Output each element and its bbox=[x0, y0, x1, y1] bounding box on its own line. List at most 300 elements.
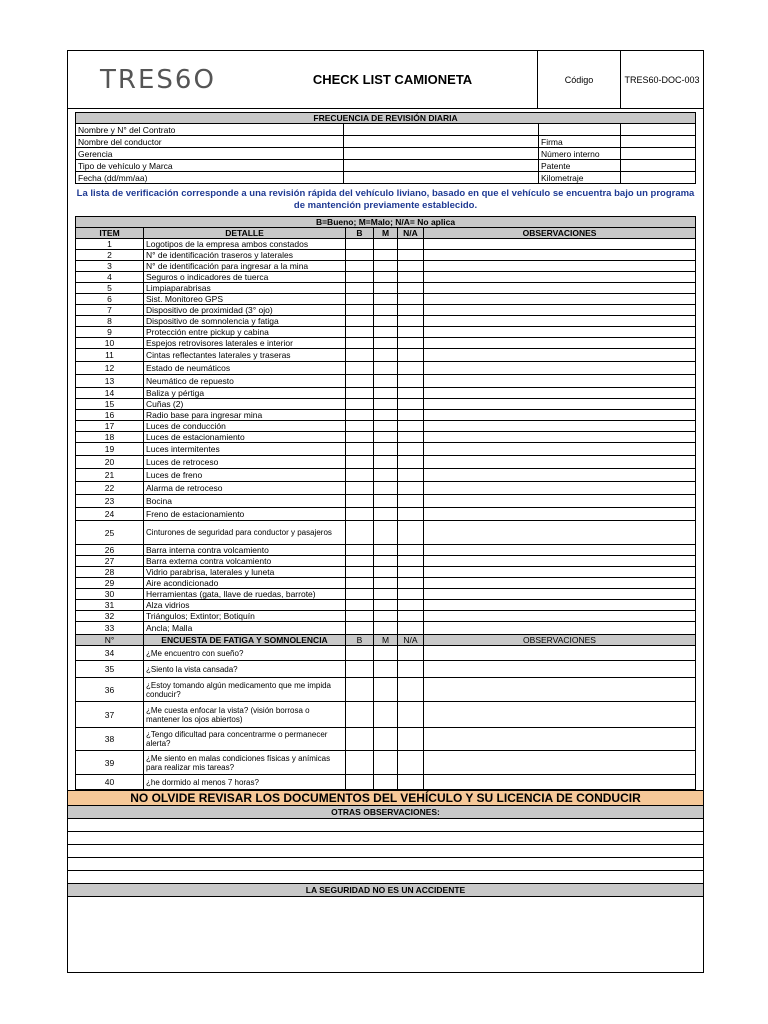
check-b[interactable] bbox=[346, 316, 374, 327]
observation-field[interactable] bbox=[424, 443, 696, 456]
check-b[interactable] bbox=[346, 443, 374, 456]
check-m[interactable] bbox=[374, 294, 398, 305]
check-b[interactable] bbox=[346, 283, 374, 294]
check-m[interactable] bbox=[374, 272, 398, 283]
checklist-row bbox=[76, 316, 696, 327]
check-m[interactable] bbox=[374, 432, 398, 443]
item-number: 4 bbox=[76, 272, 144, 283]
observation-field[interactable] bbox=[424, 250, 696, 261]
info-label: Nombre del conductor bbox=[76, 136, 344, 148]
item-detail: Logotipos de la empresa ambos constados bbox=[144, 239, 346, 250]
info-right-label bbox=[539, 124, 621, 136]
check-m[interactable] bbox=[374, 316, 398, 327]
item-detail: Espejos retrovisores laterales e interior bbox=[144, 338, 346, 349]
check-na[interactable] bbox=[398, 521, 424, 545]
item-number: 17 bbox=[76, 421, 144, 432]
observation-field[interactable] bbox=[424, 508, 696, 521]
item-number: 27 bbox=[76, 556, 144, 567]
check-m[interactable] bbox=[374, 482, 398, 495]
check-b[interactable] bbox=[346, 775, 374, 790]
info-value-field[interactable] bbox=[344, 160, 539, 172]
check-b[interactable] bbox=[346, 482, 374, 495]
observation-field[interactable] bbox=[424, 567, 696, 578]
info-label: Fecha (dd/mm/aa) bbox=[76, 172, 344, 184]
check-na[interactable] bbox=[398, 589, 424, 600]
check-m[interactable] bbox=[374, 728, 398, 751]
checklist-row bbox=[76, 305, 696, 316]
survey-number: 37 bbox=[76, 702, 144, 728]
survey-col-n: N° bbox=[76, 635, 144, 646]
checklist-row bbox=[76, 578, 696, 589]
check-m[interactable] bbox=[374, 702, 398, 728]
item-detail: Luces de estacionamiento bbox=[144, 432, 346, 443]
item-detail: Baliza y pértiga bbox=[144, 388, 346, 399]
observation-field[interactable] bbox=[424, 261, 696, 272]
item-detail: Luces de conducción bbox=[144, 421, 346, 432]
check-b[interactable] bbox=[346, 622, 374, 635]
check-m[interactable] bbox=[374, 600, 398, 611]
item-number: 12 bbox=[76, 362, 144, 375]
info-right-field[interactable] bbox=[621, 136, 696, 148]
check-m[interactable] bbox=[374, 305, 398, 316]
check-b[interactable] bbox=[346, 456, 374, 469]
verification-note: La lista de verificación corresponde a una revisión rápida del vehículo liviano, basado en que el vehículo se encuentra bajo un programa de mantención previamente establecido. bbox=[76, 188, 695, 211]
observation-field[interactable] bbox=[424, 661, 696, 678]
check-m[interactable] bbox=[374, 775, 398, 790]
survey-number: 40 bbox=[76, 775, 144, 790]
check-na[interactable] bbox=[398, 410, 424, 421]
check-na[interactable] bbox=[398, 283, 424, 294]
observation-field[interactable] bbox=[424, 305, 696, 316]
observation-field[interactable] bbox=[424, 239, 696, 250]
check-b[interactable] bbox=[346, 556, 374, 567]
info-value-field[interactable] bbox=[344, 124, 539, 136]
info-right-label: Kilometraje bbox=[539, 172, 621, 184]
item-number: 2 bbox=[76, 250, 144, 261]
check-b[interactable] bbox=[346, 421, 374, 432]
code-label: Código bbox=[537, 51, 620, 108]
observation-field[interactable] bbox=[424, 283, 696, 294]
observation-field[interactable] bbox=[424, 482, 696, 495]
survey-number: 38 bbox=[76, 728, 144, 751]
item-detail: Bocina bbox=[144, 495, 346, 508]
item-number: 33 bbox=[76, 622, 144, 635]
checklist-row bbox=[76, 410, 696, 421]
observation-field[interactable] bbox=[424, 775, 696, 790]
observation-line[interactable] bbox=[68, 832, 703, 845]
check-na[interactable] bbox=[398, 567, 424, 578]
company-logo: TRES6O bbox=[100, 64, 216, 95]
check-na[interactable] bbox=[398, 578, 424, 589]
item-detail: Herramientas (gata, llave de ruedas, barrote) bbox=[144, 589, 346, 600]
info-value-field[interactable] bbox=[344, 148, 539, 160]
observation-field[interactable] bbox=[424, 622, 696, 635]
item-detail: Protección entre pickup y cabina bbox=[144, 327, 346, 338]
observation-field[interactable] bbox=[424, 294, 696, 305]
check-na[interactable] bbox=[398, 305, 424, 316]
check-b[interactable] bbox=[346, 495, 374, 508]
item-number: 26 bbox=[76, 545, 144, 556]
check-m[interactable] bbox=[374, 521, 398, 545]
survey-number: 34 bbox=[76, 646, 144, 661]
check-na[interactable] bbox=[398, 443, 424, 456]
survey-row bbox=[76, 702, 696, 728]
col-observations: OBSERVACIONES bbox=[424, 228, 696, 239]
check-b[interactable] bbox=[346, 261, 374, 272]
checklist-row bbox=[76, 521, 696, 545]
check-b[interactable] bbox=[346, 250, 374, 261]
legend-row: B=Bueno; M=Malo; N/A= No aplica bbox=[76, 217, 696, 228]
check-na[interactable] bbox=[398, 316, 424, 327]
observation-field[interactable] bbox=[424, 495, 696, 508]
item-detail: Alarma de retroceso bbox=[144, 482, 346, 495]
item-detail: N° de identificación para ingresar a la mina bbox=[144, 261, 346, 272]
survey-col-na: N/A bbox=[398, 635, 424, 646]
check-m[interactable] bbox=[374, 622, 398, 635]
observation-field[interactable] bbox=[424, 589, 696, 600]
check-b[interactable] bbox=[346, 338, 374, 349]
check-na[interactable] bbox=[398, 349, 424, 362]
check-na[interactable] bbox=[398, 338, 424, 349]
check-m[interactable] bbox=[374, 751, 398, 775]
check-b[interactable] bbox=[346, 611, 374, 622]
observation-field[interactable] bbox=[424, 678, 696, 702]
item-detail: Seguros o indicadores de tuerca bbox=[144, 272, 346, 283]
info-right-label: Número interno bbox=[539, 148, 621, 160]
check-m[interactable] bbox=[374, 239, 398, 250]
check-b[interactable] bbox=[346, 349, 374, 362]
check-m[interactable] bbox=[374, 399, 398, 410]
other-observations-header: OTRAS OBSERVACIONES: bbox=[68, 805, 703, 819]
survey-row bbox=[76, 728, 696, 751]
observation-field[interactable] bbox=[424, 611, 696, 622]
check-m[interactable] bbox=[374, 388, 398, 399]
observation-line[interactable] bbox=[68, 858, 703, 871]
item-detail: Dispositivo de somnolencia y fatiga bbox=[144, 316, 346, 327]
check-m[interactable] bbox=[374, 261, 398, 272]
item-detail: Radio base para ingresar mina bbox=[144, 410, 346, 421]
checklist-sheet bbox=[67, 50, 704, 973]
observation-field[interactable] bbox=[424, 388, 696, 399]
survey-question: ¿Estoy tomando algún medicamento que me impida conducir? bbox=[144, 678, 346, 702]
check-na[interactable] bbox=[398, 702, 424, 728]
check-na[interactable] bbox=[398, 482, 424, 495]
info-row bbox=[76, 148, 696, 160]
check-m[interactable] bbox=[374, 646, 398, 661]
check-b[interactable] bbox=[346, 410, 374, 421]
checklist-row bbox=[76, 589, 696, 600]
survey-number: 35 bbox=[76, 661, 144, 678]
observation-field[interactable] bbox=[424, 600, 696, 611]
survey-row bbox=[76, 751, 696, 775]
item-number: 19 bbox=[76, 443, 144, 456]
check-na[interactable] bbox=[398, 495, 424, 508]
survey-row bbox=[76, 775, 696, 790]
check-b[interactable] bbox=[346, 661, 374, 678]
check-m[interactable] bbox=[374, 410, 398, 421]
check-na[interactable] bbox=[398, 272, 424, 283]
item-detail: Aire acondicionado bbox=[144, 578, 346, 589]
item-detail: Luces de freno bbox=[144, 469, 346, 482]
info-right-field[interactable] bbox=[621, 160, 696, 172]
observation-field[interactable] bbox=[424, 410, 696, 421]
survey-row bbox=[76, 661, 696, 678]
observation-field[interactable] bbox=[424, 646, 696, 661]
checklist-row bbox=[76, 622, 696, 635]
survey-number: 39 bbox=[76, 751, 144, 775]
checklist-row bbox=[76, 283, 696, 294]
checklist-row bbox=[76, 482, 696, 495]
col-b: B bbox=[346, 228, 374, 239]
check-m[interactable] bbox=[374, 661, 398, 678]
observation-field[interactable] bbox=[424, 399, 696, 410]
checklist-row bbox=[76, 469, 696, 482]
checklist-row bbox=[76, 294, 696, 305]
check-b[interactable] bbox=[346, 678, 374, 702]
checklist-row bbox=[76, 272, 696, 283]
check-na[interactable] bbox=[398, 388, 424, 399]
observation-field[interactable] bbox=[424, 362, 696, 375]
check-na[interactable] bbox=[398, 261, 424, 272]
check-na[interactable] bbox=[398, 239, 424, 250]
check-m[interactable] bbox=[374, 611, 398, 622]
item-number: 9 bbox=[76, 327, 144, 338]
check-b[interactable] bbox=[346, 600, 374, 611]
item-number: 21 bbox=[76, 469, 144, 482]
check-b[interactable] bbox=[346, 589, 374, 600]
check-b[interactable] bbox=[346, 239, 374, 250]
item-detail: Barra interna contra volcamiento bbox=[144, 545, 346, 556]
item-number: 5 bbox=[76, 283, 144, 294]
item-number: 24 bbox=[76, 508, 144, 521]
observation-field[interactable] bbox=[424, 432, 696, 443]
document-title: CHECK LIST CAMIONETA bbox=[312, 72, 473, 87]
survey-question: ¿Me siento en malas condiciones físicas y anímicas para realizar mis tareas? bbox=[144, 751, 346, 775]
item-number: 30 bbox=[76, 589, 144, 600]
item-number: 14 bbox=[76, 388, 144, 399]
survey-col-m: M bbox=[374, 635, 398, 646]
check-b[interactable] bbox=[346, 567, 374, 578]
checklist-row bbox=[76, 362, 696, 375]
check-b[interactable] bbox=[346, 305, 374, 316]
check-m[interactable] bbox=[374, 589, 398, 600]
checklist-row bbox=[76, 456, 696, 469]
check-na[interactable] bbox=[398, 775, 424, 790]
check-b[interactable] bbox=[346, 327, 374, 338]
info-table bbox=[75, 112, 696, 184]
item-detail: N° de identificación traseros y laterales bbox=[144, 250, 346, 261]
observation-line[interactable] bbox=[68, 819, 703, 832]
check-na[interactable] bbox=[398, 751, 424, 775]
check-na[interactable] bbox=[398, 545, 424, 556]
check-na[interactable] bbox=[398, 646, 424, 661]
checklist-row bbox=[76, 388, 696, 399]
check-m[interactable] bbox=[374, 375, 398, 388]
observation-field[interactable] bbox=[424, 272, 696, 283]
checklist-row bbox=[76, 375, 696, 388]
check-m[interactable] bbox=[374, 495, 398, 508]
observation-line[interactable] bbox=[68, 871, 703, 884]
check-m[interactable] bbox=[374, 545, 398, 556]
check-na[interactable] bbox=[398, 362, 424, 375]
check-na[interactable] bbox=[398, 678, 424, 702]
check-b[interactable] bbox=[346, 469, 374, 482]
check-m[interactable] bbox=[374, 283, 398, 294]
checklist-row bbox=[76, 611, 696, 622]
survey-question: ¿Siento la vista cansada? bbox=[144, 661, 346, 678]
check-b[interactable] bbox=[346, 751, 374, 775]
check-b[interactable] bbox=[346, 294, 374, 305]
check-m[interactable] bbox=[374, 338, 398, 349]
info-right-field[interactable] bbox=[621, 124, 696, 136]
check-na[interactable] bbox=[398, 661, 424, 678]
observation-field[interactable] bbox=[424, 375, 696, 388]
check-na[interactable] bbox=[398, 611, 424, 622]
item-number: 8 bbox=[76, 316, 144, 327]
info-row bbox=[76, 160, 696, 172]
check-na[interactable] bbox=[398, 294, 424, 305]
survey-col-detail: ENCUESTA DE FATIGA Y SOMNOLENCIA bbox=[144, 635, 346, 646]
info-row bbox=[76, 172, 696, 184]
frequency-header: FRECUENCIA DE REVISIÓN DIARIA bbox=[76, 113, 696, 124]
survey-number: 36 bbox=[76, 678, 144, 702]
item-number: 16 bbox=[76, 410, 144, 421]
check-na[interactable] bbox=[398, 728, 424, 751]
check-na[interactable] bbox=[398, 250, 424, 261]
item-number: 10 bbox=[76, 338, 144, 349]
info-value-field[interactable] bbox=[344, 136, 539, 148]
header bbox=[68, 51, 703, 109]
info-right-field[interactable] bbox=[621, 172, 696, 184]
observation-line[interactable] bbox=[68, 845, 703, 858]
check-b[interactable] bbox=[346, 578, 374, 589]
check-b[interactable] bbox=[346, 702, 374, 728]
info-right-label: Firma bbox=[539, 136, 621, 148]
observation-field[interactable] bbox=[424, 421, 696, 432]
item-number: 6 bbox=[76, 294, 144, 305]
col-m: M bbox=[374, 228, 398, 239]
observation-field[interactable] bbox=[424, 702, 696, 728]
check-b[interactable] bbox=[346, 646, 374, 661]
survey-question: ¿Me cuesta enfocar la vista? (visión borrosa o mantener los ojos abiertos) bbox=[144, 702, 346, 728]
item-detail: Sist. Monitoreo GPS bbox=[144, 294, 346, 305]
observation-field[interactable] bbox=[424, 556, 696, 567]
item-number: 32 bbox=[76, 611, 144, 622]
check-na[interactable] bbox=[398, 600, 424, 611]
code-value: TRES60-DOC-003 bbox=[620, 51, 703, 108]
info-row bbox=[76, 124, 696, 136]
item-detail: Barra externa contra volcamiento bbox=[144, 556, 346, 567]
col-na: N/A bbox=[398, 228, 424, 239]
survey-question: ¿Tengo dificultad para concentrarme o permanecer alerta? bbox=[144, 728, 346, 751]
item-number: 23 bbox=[76, 495, 144, 508]
item-detail: Cuñas (2) bbox=[144, 399, 346, 410]
check-m[interactable] bbox=[374, 678, 398, 702]
check-na[interactable] bbox=[398, 421, 424, 432]
observation-field[interactable] bbox=[424, 578, 696, 589]
survey-header bbox=[76, 635, 696, 646]
check-na[interactable] bbox=[398, 375, 424, 388]
info-right-field[interactable] bbox=[621, 148, 696, 160]
observation-field[interactable] bbox=[424, 338, 696, 349]
check-m[interactable] bbox=[374, 567, 398, 578]
info-value-field[interactable] bbox=[344, 172, 539, 184]
observation-field[interactable] bbox=[424, 327, 696, 338]
check-na[interactable] bbox=[398, 327, 424, 338]
documents-reminder: NO OLVIDE REVISAR LOS DOCUMENTOS DEL VEHÍCULO Y SU LICENCIA DE CONDUCIR bbox=[68, 790, 703, 805]
check-b[interactable] bbox=[346, 508, 374, 521]
check-na[interactable] bbox=[398, 399, 424, 410]
survey-row bbox=[76, 678, 696, 702]
observation-field[interactable] bbox=[424, 728, 696, 751]
check-b[interactable] bbox=[346, 545, 374, 556]
item-detail: Luces intermitentes bbox=[144, 443, 346, 456]
check-b[interactable] bbox=[346, 362, 374, 375]
checklist-row bbox=[76, 545, 696, 556]
check-na[interactable] bbox=[398, 432, 424, 443]
check-na[interactable] bbox=[398, 508, 424, 521]
observation-field[interactable] bbox=[424, 349, 696, 362]
check-m[interactable] bbox=[374, 443, 398, 456]
check-b[interactable] bbox=[346, 375, 374, 388]
observation-field[interactable] bbox=[424, 545, 696, 556]
check-m[interactable] bbox=[374, 508, 398, 521]
info-label: Gerencia bbox=[76, 148, 344, 160]
check-m[interactable] bbox=[374, 250, 398, 261]
item-detail: Ancla; Malla bbox=[144, 622, 346, 635]
check-m[interactable] bbox=[374, 362, 398, 375]
check-m[interactable] bbox=[374, 327, 398, 338]
check-m[interactable] bbox=[374, 456, 398, 469]
check-m[interactable] bbox=[374, 421, 398, 432]
check-na[interactable] bbox=[398, 456, 424, 469]
check-m[interactable] bbox=[374, 578, 398, 589]
observation-field[interactable] bbox=[424, 521, 696, 545]
observation-field[interactable] bbox=[424, 456, 696, 469]
observation-field[interactable] bbox=[424, 469, 696, 482]
check-b[interactable] bbox=[346, 399, 374, 410]
item-detail: Vidrio parabrisa, laterales y luneta bbox=[144, 567, 346, 578]
check-na[interactable] bbox=[398, 469, 424, 482]
check-m[interactable] bbox=[374, 349, 398, 362]
item-detail: Cintas reflectantes laterales y traseras bbox=[144, 349, 346, 362]
survey-question: ¿he dormido al menos 7 horas? bbox=[144, 775, 346, 790]
safety-footer: LA SEGURIDAD NO ES UN ACCIDENTE bbox=[68, 884, 703, 897]
check-b[interactable] bbox=[346, 728, 374, 751]
check-b[interactable] bbox=[346, 432, 374, 443]
check-m[interactable] bbox=[374, 469, 398, 482]
info-right-label: Patente bbox=[539, 160, 621, 172]
check-m[interactable] bbox=[374, 556, 398, 567]
checklist-row bbox=[76, 567, 696, 578]
item-detail: Freno de estacionamiento bbox=[144, 508, 346, 521]
check-b[interactable] bbox=[346, 272, 374, 283]
check-b[interactable] bbox=[346, 388, 374, 399]
checklist-row bbox=[76, 349, 696, 362]
survey-col-b: B bbox=[346, 635, 374, 646]
info-row bbox=[76, 136, 696, 148]
check-na[interactable] bbox=[398, 556, 424, 567]
observation-field[interactable] bbox=[424, 316, 696, 327]
checklist-header bbox=[76, 228, 696, 239]
item-number: 20 bbox=[76, 456, 144, 469]
observation-field[interactable] bbox=[424, 751, 696, 775]
item-number: 22 bbox=[76, 482, 144, 495]
item-number: 18 bbox=[76, 432, 144, 443]
check-b[interactable] bbox=[346, 521, 374, 545]
check-na[interactable] bbox=[398, 622, 424, 635]
info-label: Tipo de vehículo y Marca bbox=[76, 160, 344, 172]
